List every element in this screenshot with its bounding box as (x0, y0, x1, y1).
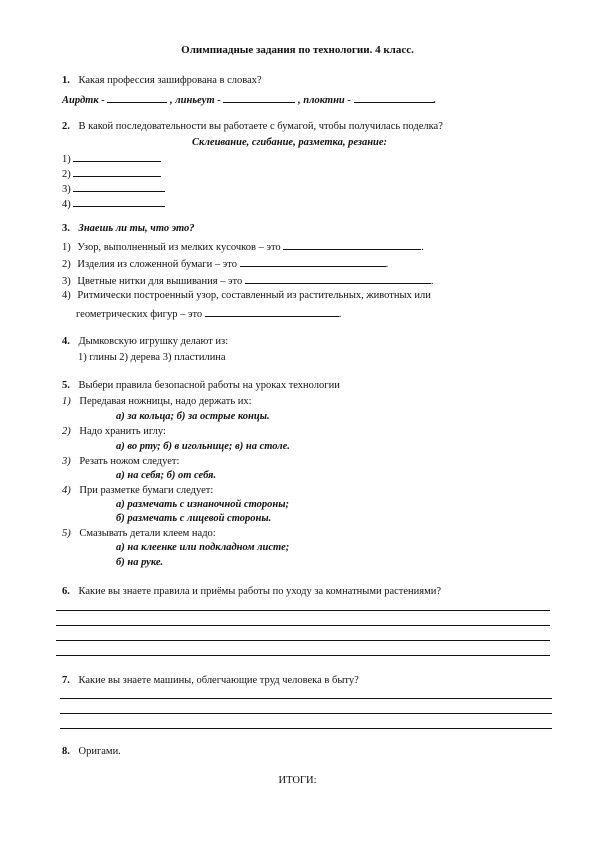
question-3 (62, 223, 194, 234)
answer-blank[interactable] (73, 181, 165, 192)
q5-item (62, 396, 252, 407)
answer-blank[interactable] (107, 92, 167, 103)
q2-item (62, 181, 165, 195)
q2-item (62, 196, 165, 210)
question-number: 8. (62, 746, 70, 757)
item-number: 1) (62, 396, 71, 407)
q5-answer: а) за кольца; б) за острые концы. (116, 411, 270, 422)
item-text: Надо хранить иглу: (79, 426, 166, 437)
question-6 (62, 586, 441, 597)
item-number: 1) (62, 242, 71, 253)
period: . (385, 259, 389, 270)
page-title: Олимпиадные задания по технологии. 4 класс. (181, 44, 414, 56)
item-number: 2) (62, 426, 71, 437)
question-number: 5. (62, 380, 70, 391)
answer-blank[interactable] (73, 196, 165, 207)
question-number: 2. (62, 121, 70, 132)
answer-line[interactable] (56, 655, 550, 656)
question-text: Какие вы знаете правила и приёмы работы по уходу за комнатными растениями? (78, 586, 442, 597)
answer-blank[interactable] (73, 166, 161, 177)
period: . (433, 95, 437, 106)
answer-blank[interactable] (354, 92, 434, 103)
item-number: 2) (62, 169, 71, 180)
question-4 (62, 336, 228, 347)
q2-item (62, 151, 161, 165)
q5-answer: а) на клеенке или подкладном листе; (116, 542, 290, 553)
q3-item (62, 239, 424, 253)
q1-word-3: , плоктни - (298, 95, 354, 106)
q1-word-2: , линьеут - (170, 95, 224, 106)
answer-blank[interactable] (245, 273, 431, 284)
item-text: Ритмически построенный узор, составленный из растительных, животных или (77, 290, 431, 301)
question-7 (62, 675, 359, 686)
q3-item (62, 256, 388, 270)
item-number: 3) (62, 276, 71, 287)
q5-item (62, 485, 213, 496)
period: . (421, 242, 424, 253)
item-number: 2) (62, 259, 71, 270)
q5-answer: а) во рту; б) в игольнице; в) на столе. (116, 441, 290, 452)
answer-blank[interactable] (205, 306, 339, 317)
question-8 (62, 746, 121, 757)
item-text: При разметке бумаги следует: (79, 485, 214, 496)
q3-item (62, 290, 431, 301)
item-number: 3) (62, 456, 71, 467)
item-text: Передавая ножницы, надо держать их: (79, 396, 252, 407)
period: . (338, 309, 342, 320)
item-number: 4) (62, 199, 71, 210)
question-5 (62, 380, 340, 391)
q5-item (62, 426, 166, 437)
question-text: Знаешь ли ты, что это? (78, 223, 195, 234)
answer-blank[interactable] (240, 256, 386, 267)
item-number: 3) (62, 184, 71, 195)
q5-answer: б) на руке. (116, 557, 164, 568)
question-2 (62, 121, 443, 132)
answer-line[interactable] (56, 640, 550, 641)
q2-item (62, 166, 161, 180)
q3-item (62, 273, 434, 287)
item-number: 4) (62, 485, 71, 496)
item-text: Изделия из сложенной бумаги – это (77, 259, 240, 270)
item-text: геометрических фигур – это (76, 309, 205, 320)
item-text: Смазывать детали клеем надо: (79, 528, 216, 539)
q5-item (62, 456, 179, 467)
q3-item-continuation (76, 306, 341, 320)
item-number: 5) (62, 528, 71, 539)
answer-line[interactable] (60, 698, 552, 699)
question-text: В какой последовательности вы работаете с бумагой, чтобы получилась поделка? (78, 121, 443, 132)
answer-line[interactable] (60, 728, 552, 729)
question-text: Оригами. (78, 746, 121, 757)
item-number: 1) (62, 154, 71, 165)
item-text: Узор, выполненный из мелких кусочков – это (77, 242, 284, 253)
answer-line[interactable] (60, 713, 552, 714)
question-text: Какая профессия зашифрована в словах? (78, 75, 262, 86)
q5-item (62, 528, 216, 539)
answer-line[interactable] (56, 625, 550, 626)
answer-blank[interactable] (223, 92, 295, 103)
question-text: Дымковскую игрушку делают из: (78, 336, 229, 347)
q1-words-line (62, 92, 436, 106)
question-number: 1. (62, 75, 70, 86)
answer-blank[interactable] (73, 151, 161, 162)
question-number: 6. (62, 586, 70, 597)
answer-blank[interactable] (283, 239, 421, 250)
question-text: Какие вы знаете машины, облегчающие труд человека в быту? (78, 675, 359, 686)
question-text: Выбери правила безопасной работы на уроках технологии (78, 380, 340, 391)
question-number: 3. (62, 223, 70, 234)
item-text: Резать ножом следует: (79, 456, 180, 467)
q5-answer: а) размечать с изнаночной стороны; (116, 499, 289, 510)
question-1 (62, 75, 262, 86)
answer-line[interactable] (56, 610, 550, 611)
item-text: Цветные нитки для вышивания – это (77, 276, 245, 287)
results-label: ИТОГИ: (278, 775, 317, 786)
question-number: 4. (62, 336, 70, 347)
item-number: 4) (62, 290, 71, 301)
q1-word-1: Аирдтк - (62, 95, 108, 106)
q2-options: Склеивание, сгибание, разметка, резание: (192, 137, 388, 148)
question-number: 7. (62, 675, 70, 686)
q5-answer: б) размечать с лицевой стороны. (116, 513, 272, 524)
period: . (430, 276, 434, 287)
q4-options: 1) глины 2) дерева 3) пластилина (78, 352, 226, 363)
q5-answer: а) на себя; б) от себя. (116, 470, 217, 481)
